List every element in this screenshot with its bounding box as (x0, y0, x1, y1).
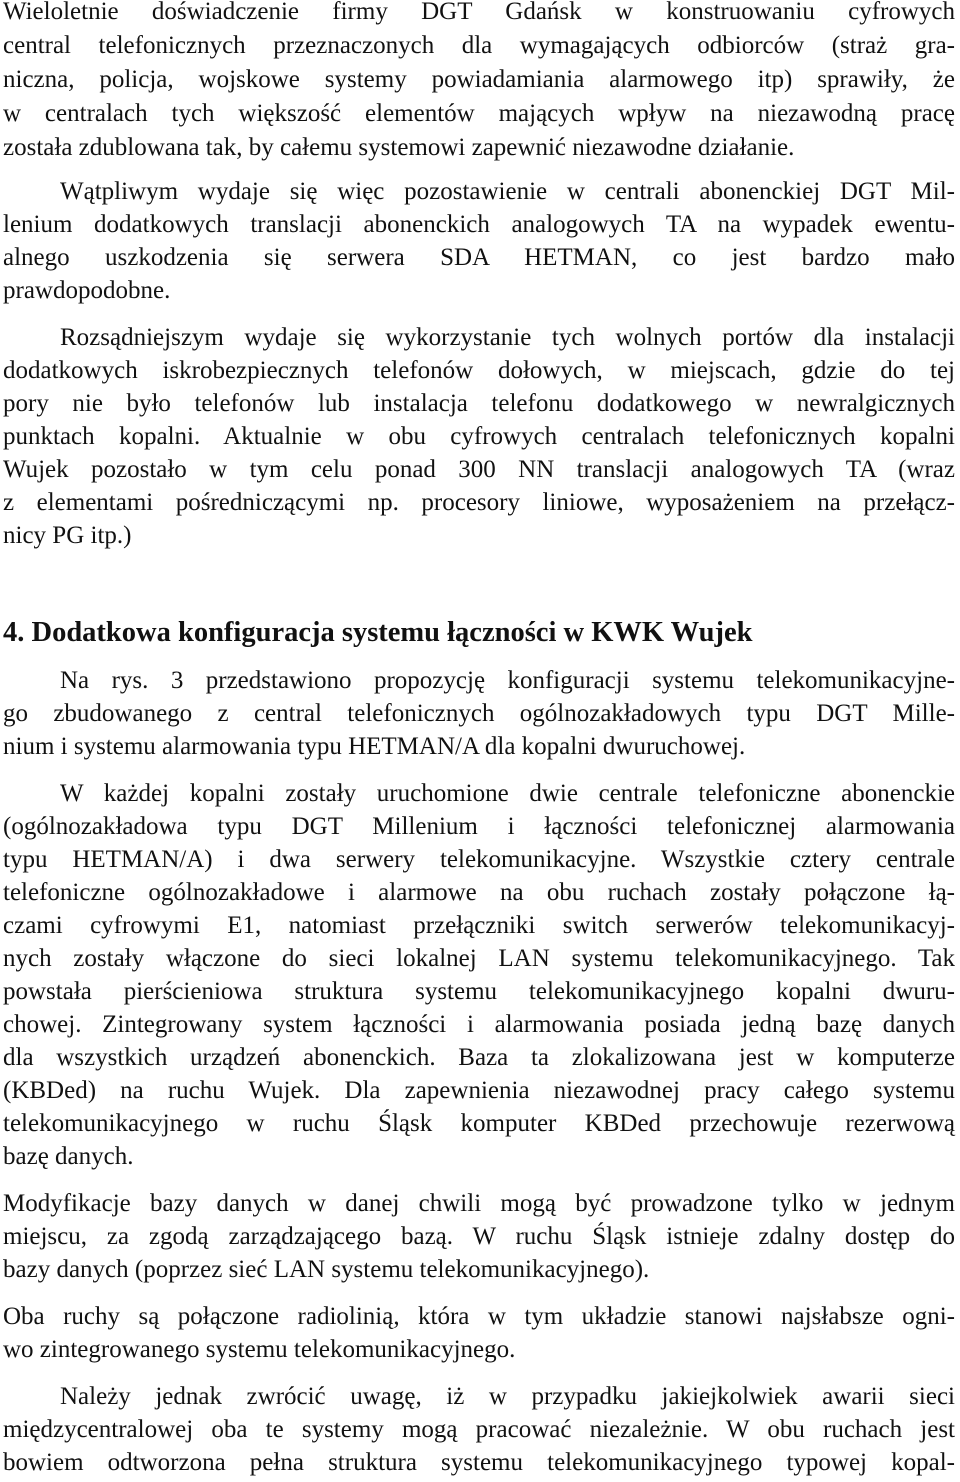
paragraph-2-line-2: lenium dodatkowych translacji abonenckich analogowych TA na wypadek ewentu- (3, 211, 955, 238)
section-heading: 4. Dodatkowa konfiguracja systemu łączności w KWK Wujek (3, 617, 753, 648)
paragraph-6-line-12: bazę danych. (3, 1143, 134, 1170)
paragraph-6-line-2: (ogólnozakładowa typu DGT Millenium i łączności telefonicznej alarmowania (3, 813, 955, 840)
paragraph-2-line-3: alnego uszkodzenia się serwera SDA HETMAN, co jest bardzo mało (3, 244, 955, 271)
paragraph-6-line-10: (KBDed) na ruchu Wujek. Dla zapewnienia niezawodnej pracy całego systemu (3, 1077, 955, 1104)
paragraph-1-line-3: niczna, policja, wojskowe systemy powiadamiania alarmowego itp) sprawiły, że (3, 66, 955, 93)
paragraph-1-line-1: Wieloletnie doświadczenie firmy DGT Gdańsk w konstruowaniu cyfrowych (3, 0, 955, 25)
paragraph-6-line-5: czami cyfrowymi E1, natomiast przełączniki switch serwerów telekomunikacyj- (3, 912, 955, 939)
paragraph-3-line-4: punktach kopalni. Aktualnie w obu cyfrowych centralach telefonicznych kopalni (3, 423, 955, 450)
paragraph-3-line-5: Wujek pozostało w tym celu ponad 300 NN translacji analogowych TA (wraz (3, 456, 955, 483)
paragraph-7-line-3: bazy danych (poprzez sieć LAN systemu telekomunikacyjnego). (3, 1256, 650, 1283)
paragraph-3-line-2: dodatkowych iskrobezpiecznych telefonów dołowych, w miejscach, gdzie do tej (3, 357, 955, 384)
paragraph-5-line-3: nium i systemu alarmowania typu HETMAN/A dla kopalni dwuruchowej. (3, 733, 746, 760)
paragraph-3-line-7: nicy PG itp.) (3, 522, 132, 549)
paragraph-3-line-1: Rozsądniejszym wydaje się wykorzystanie tych wolnych portów dla instalacji (60, 324, 955, 351)
paragraph-3-line-3: pory nie było telefonów lub instalacja telefonu dodatkowego w newralgicznych (3, 390, 955, 417)
paragraph-9-line-1: Należy jednak zwrócić uwagę, iż w przypadku jakiejkolwiek awarii sieci (60, 1383, 955, 1410)
paragraph-9-line-2: międzycentralowej oba te systemy mogą pracować niezależnie. W obu ruchach jest (3, 1416, 955, 1443)
paragraph-7-line-2: miejscu, za zgodą zarządzającego bazą. W ruchu Śląsk istnieje zdalny dostęp do (3, 1223, 955, 1250)
paragraph-3-line-6: z elementami pośredniczącymi np. procesory liniowe, wyposażeniem na przełącz- (3, 489, 955, 516)
paragraph-8-line-2: wo zintegrowanego systemu telekomunikacyjnego. (3, 1336, 516, 1363)
paragraph-2-line-1: Wątpliwym wydaje się więc pozostawienie w centrali abonenckiej DGT Mil- (60, 178, 955, 205)
paragraph-1-line-2: central telefonicznych przeznaczonych dla wymagających odbiorców (straż gra- (3, 32, 955, 59)
paragraph-6-line-11: telekomunikacyjnego w ruchu Śląsk komputer KBDed przechowuje rezerwową (3, 1110, 955, 1137)
paragraph-6-line-3: typu HETMAN/A) i dwa serwery telekomunikacyjne. Wszystkie cztery centrale (3, 846, 955, 873)
paragraph-6-line-6: nych zostały włączone do sieci lokalnej LAN systemu telekomunikacyjnego. Tak (3, 945, 955, 972)
paragraph-6-line-8: chowej. Zintegrowany system łączności i alarmowania posiada jedną bazę danych (3, 1011, 955, 1038)
paragraph-5-line-2: go zbudowanego z central telefonicznych ogólnozakładowych typu DGT Mille- (3, 700, 955, 727)
paragraph-1-line-4: w centralach tych większość elementów mających wpływ na niezawodną pracę (3, 100, 955, 127)
paragraph-2-line-4: prawdopodobne. (3, 277, 171, 304)
paragraph-9-line-3: bowiem odtworzona pełna struktura systemu telekomunikacyjnego typowej kopal- (3, 1449, 955, 1476)
paragraph-6-line-4: telefoniczne ogólnozakładowe i alarmowe na obu ruchach zostały połączone łą- (3, 879, 955, 906)
paragraph-6-line-1: W każdej kopalni zostały uruchomione dwie centrale telefoniczne abonenckie (60, 780, 955, 807)
paragraph-6-line-9: dla wszystkich urządzeń abonenckich. Baza ta zlokalizowana jest w komputerze (3, 1044, 955, 1071)
paragraph-1-line-5: została zdublowana tak, by całemu systemowi zapewnić niezawodne działanie. (3, 134, 795, 161)
paragraph-8-line-1: Oba ruchy są połączone radiolinią, która w tym układzie stanowi najsłabsze ogni- (3, 1303, 955, 1330)
paragraph-5-line-1: Na rys. 3 przedstawiono propozycję konfiguracji systemu telekomunikacyjne- (60, 667, 955, 694)
paragraph-6-line-7: powstała pierścieniowa struktura systemu telekomunikacyjnego kopalni dwuru- (3, 978, 955, 1005)
paragraph-7-line-1: Modyfikacje bazy danych w danej chwili mogą być prowadzone tylko w jednym (3, 1190, 955, 1217)
